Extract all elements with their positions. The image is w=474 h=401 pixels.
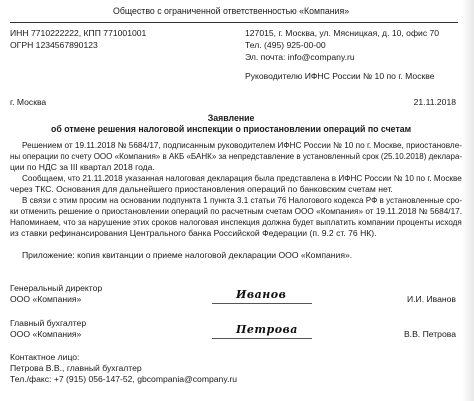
inn-kpp: ИНН 7710222222, КПП 771001001 xyxy=(10,28,147,38)
document-subtitle: об отмене решения налоговой инспекции о приостановлении операций по счетам xyxy=(51,124,412,134)
signatory-role: Генеральный директор xyxy=(10,283,103,293)
place: г. Москва xyxy=(10,97,47,107)
recipient: Руководителю ИФНС России № 10 по г. Москве xyxy=(245,71,435,81)
document-title: Заявление xyxy=(207,113,255,123)
contact-details: Тел./факс: +7 (915) 056-147-52, gbcompania@company.ru xyxy=(10,374,238,384)
body-line: ны операции по счету ООО «Компания» в АКБ «БАНК» за непредставление в установленный срок (25.10.2018) деклара- xyxy=(10,151,463,161)
signatory-name: И.И. Иванов xyxy=(406,294,456,304)
body-line: из ставки рефинансирования Центрального банка Российской Федерации (п. 9.2 ст. 76 НК). xyxy=(10,228,377,238)
signatory-name: В.В. Петрова xyxy=(403,329,456,339)
body-line: В связи с этим просим на основании подпункта 1 пункта 3.1 статьи 76 Налогового кодекса РФ в установленные сро- xyxy=(22,195,463,205)
ogrn: ОГРН 1234567890123 xyxy=(10,40,98,50)
body-line: Решением от 19.11.2018 № 5684/17, подписанным руководителем ИФНС России № 10 по г. Москве, приостановле- xyxy=(22,140,463,150)
signature-line xyxy=(212,338,312,339)
contact-person: Петрова В.В., главный бухгалтер xyxy=(10,363,142,373)
signature-line xyxy=(212,303,312,304)
signature-director: Иванов xyxy=(236,288,287,301)
email: Эл. почта: info@company.ru xyxy=(245,52,355,62)
page-edge-shadow xyxy=(462,0,474,401)
signatory-org: ООО «Компания» xyxy=(10,329,82,339)
phone: Тел. (495) 925-00-00 xyxy=(245,40,326,50)
body-line: Напоминаем, что за нарушение этих сроков налоговая инспекция должна будет выплатить компании проценты исходя xyxy=(10,217,462,227)
org-name: Общество с ограниченной ответственностью «Компания» xyxy=(113,6,350,16)
body-line: ки отменить решение о приостановлении операций по расчетным счетам ООО «Компания» от 19.11.2018 № 5684/17. xyxy=(10,206,463,216)
body-line: ции по НДС за III квартал 2018 года. xyxy=(10,162,155,172)
signatory-role: Главный бухгалтер xyxy=(10,318,87,328)
body-line: Сообщаем, что 21.11.2018 указанная налоговая декларация была представлена в ИФНС России № 10 по г. Москве xyxy=(22,173,462,183)
signatory-org: ООО «Компания» xyxy=(10,294,82,304)
header-rule xyxy=(10,22,458,23)
contact-label: Контактное лицо: xyxy=(10,352,80,362)
body-line: через ТКС. Основания для дальнейшего приостановления операций по банковским счетам нет. xyxy=(10,184,393,194)
address: 127015, г. Москва, ул. Мясницкая, д. 10, офис 70 xyxy=(245,28,440,38)
signature-accountant: Петрова xyxy=(236,323,298,336)
attachment-note: Приложение: копия квитанции о приеме налоговой декларации ООО «Компания». xyxy=(22,250,353,260)
document-date: 21.11.2018 xyxy=(413,97,456,107)
